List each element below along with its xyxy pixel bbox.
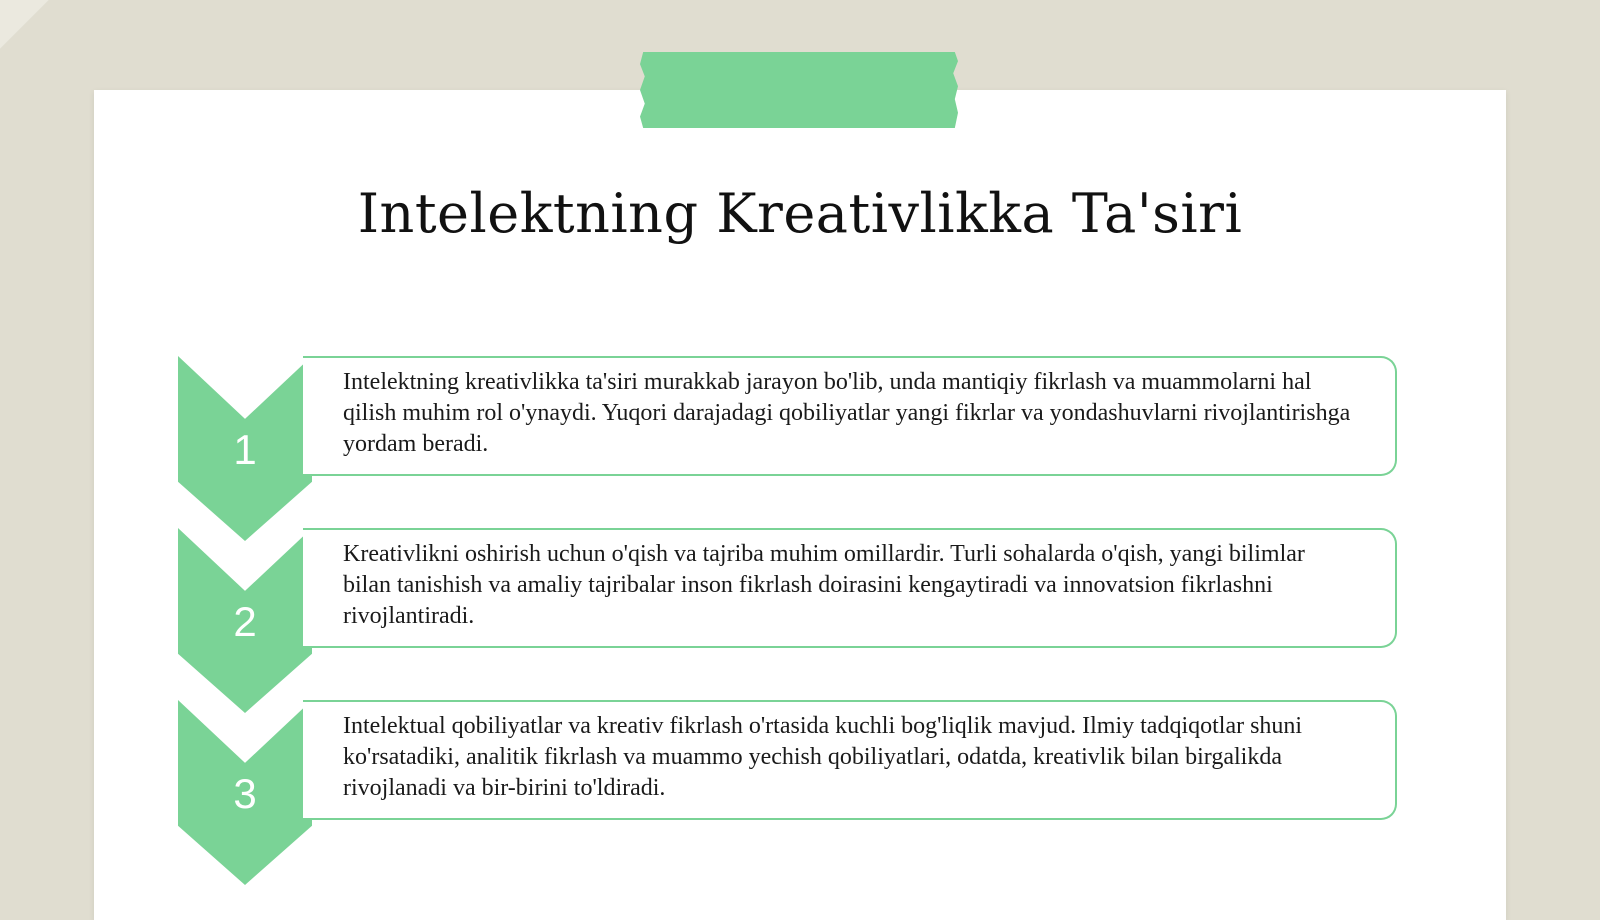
step-item-1 xyxy=(178,356,1400,546)
step-number: 3 xyxy=(233,770,257,817)
page-corner-decoration xyxy=(0,0,60,60)
step-item-3 xyxy=(178,700,1400,890)
step-number: 1 xyxy=(233,426,257,473)
step-item-2 xyxy=(178,528,1400,718)
step-text: Intelektual qobiliyatlar va kreativ fikrlash o'rtasida kuchli bog'liqlik mavjud. Ilmiy tadqiqotlar shuni ko'rsatadiki, analitik fikrlash va muammo yechish qobiliyatlari, odatda, kreativlik bilan birgalikda rivojlanadi va bir-birini to'ldiradi. xyxy=(343,713,1303,801)
step-text: Kreativlikni oshirish uchun o'qish va tajriba muhim omillardir. Turli sohalarda o'qish, yangi bilimlar bilan tanishish va amaliy tajribalar inson fikrlash doirasini kengaytiradi va innovatsion fikrlashni rivojlantiradi. xyxy=(343,541,1305,629)
step-number: 2 xyxy=(233,598,257,645)
step-text: Intelektning kreativlikka ta'siri murakkab jarayon bo'lib, unda mantiqiy fikrlash va muammolarni hal qilish muhim rol o'ynaydi. Yuqori darajadagi qobiliyatlar yangi fikrlar va yondashuvlarni rivojlantirishga yordam beradi. xyxy=(343,369,1351,457)
step-text-box xyxy=(303,356,1397,476)
tape-decoration xyxy=(640,52,958,128)
slide-title: Intelektning Kreativlikka Ta'siri xyxy=(357,182,1243,245)
step-text-box xyxy=(303,700,1397,820)
step-text-box xyxy=(303,528,1397,648)
